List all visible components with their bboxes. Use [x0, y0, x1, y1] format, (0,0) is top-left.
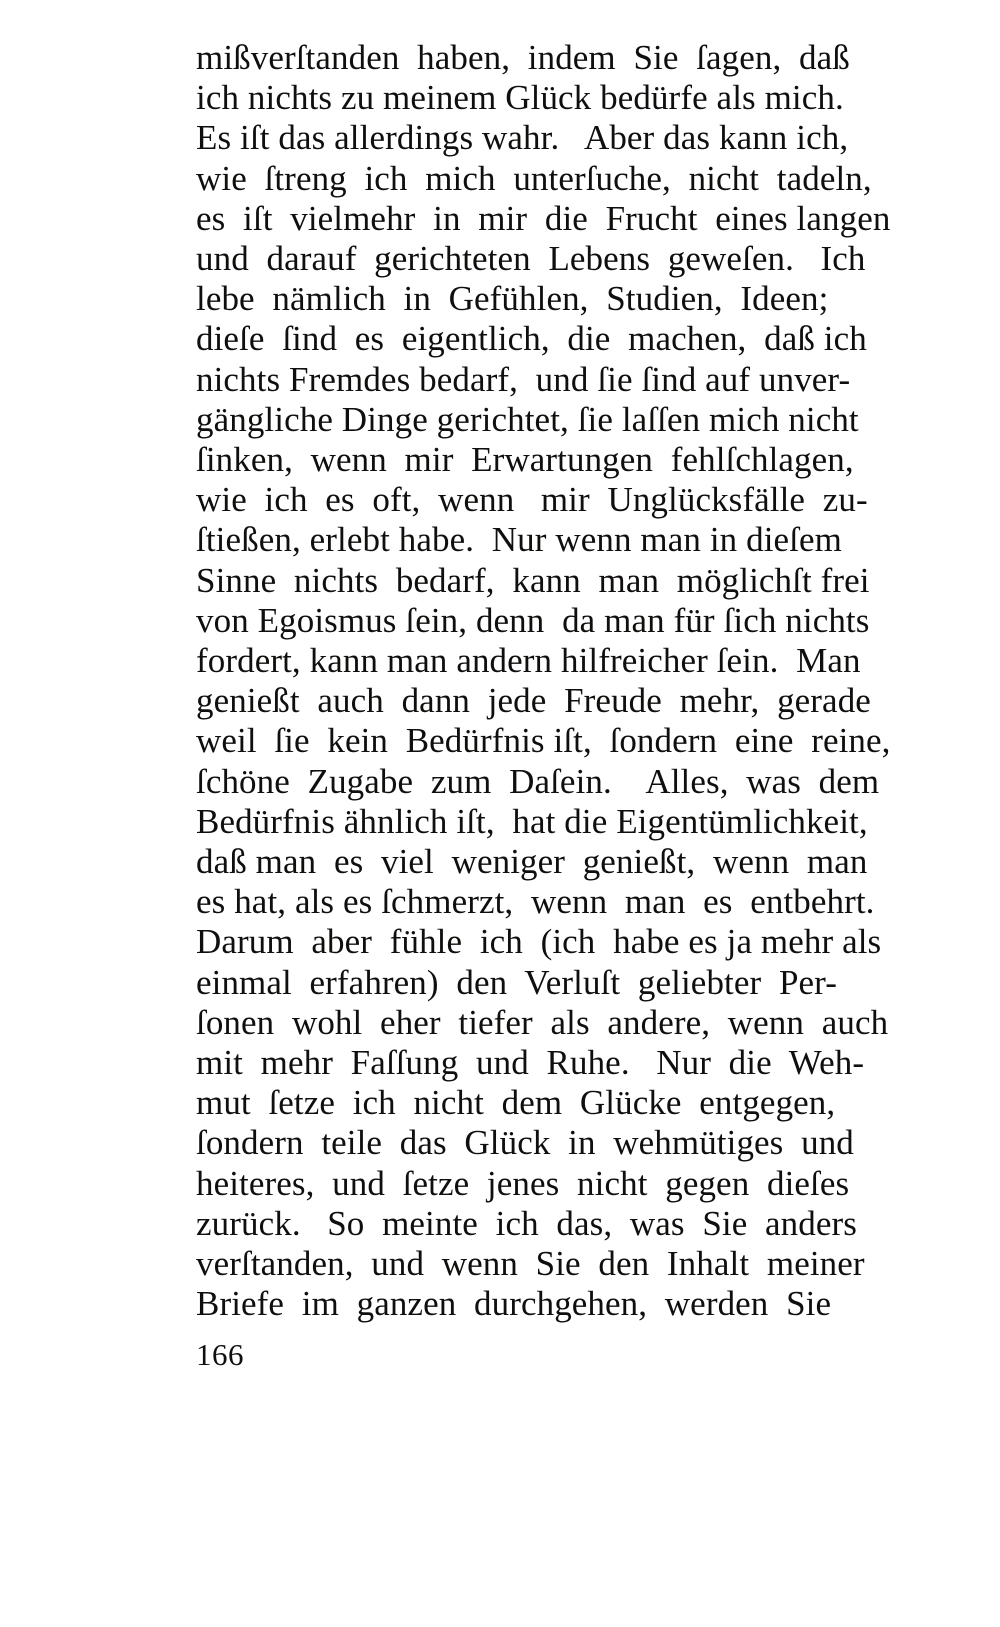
text-line: gängliche Dinge gerichtet, ſie laſſen mich nicht — [196, 399, 859, 439]
text-line: Bedürfnis ähnlich iſt, hat die Eigentümlichkeit, — [196, 801, 868, 841]
text-line: Briefe im ganzen durchgehen, werden Sie — [196, 1284, 832, 1324]
text-line: zurück. So meinte ich das, was Sie anders — [196, 1203, 857, 1243]
text-line: mißverſtanden haben, indem Sie ſagen, daß — [196, 38, 850, 77]
text-line: ſondern teile das Glück in wehmütiges und — [196, 1123, 854, 1163]
text-line: heiteres, und ſetze jenes nicht gegen dieſes — [196, 1163, 850, 1203]
text-line: ſonen wohl eher tiefer als andere, wenn auch — [196, 1002, 889, 1042]
text-line: ſchöne Zugabe zum Daſein. Alles, was dem — [196, 761, 880, 801]
text-line: ſtießen, erlebt habe. Nur wenn man in dieſem — [196, 520, 842, 560]
text-line: ſinken, wenn mir Erwartungen fehlſchlagen, — [196, 440, 854, 480]
text-line: und darauf gerichteten Lebens geweſen. Ich — [196, 239, 866, 279]
text-line: es hat, als es ſchmerzt, wenn man es entbehrt. — [196, 882, 875, 922]
text-line: ich nichts zu meinem Glück bedürfe als mich. — [196, 78, 844, 118]
text-line: verſtanden, und wenn Sie den Inhalt meiner — [196, 1244, 865, 1284]
body-text — [196, 38, 960, 1325]
text-line: von Egoismus ſein, denn da man für ſich nichts — [196, 600, 870, 640]
text-line: einmal erfahren) den Verluſt geliebter Per- — [196, 962, 837, 1002]
text-line: Darum aber fühle ich (ich habe es ja mehr als — [196, 922, 882, 962]
text-line: mit mehr Faſſung und Ruhe. Nur die Weh- — [196, 1043, 865, 1083]
text-line: es iſt vielmehr in mir die Frucht eines langen — [196, 198, 891, 238]
text-line: mut ſetze ich nicht dem Glücke entgegen, — [196, 1083, 836, 1123]
text-line: weil ſie kein Bedürfnis iſt, ſondern eine reine, — [196, 721, 891, 761]
text-line: Sinne nichts bedarf, kann man möglichſt frei — [196, 560, 870, 600]
text-line: dieſe ſind es eigentlich, die machen, daß ich — [196, 319, 867, 359]
text-line: nichts Fremdes bedarf, und ſie ſind auf unver- — [196, 359, 851, 399]
text-line: wie ſtreng ich mich unterſuche, nicht tadeln, — [196, 158, 872, 198]
text-line: daß man es viel weniger genießt, wenn man — [196, 842, 868, 882]
text-line: wie ich es oft, wenn mir Unglücksfälle zu- — [196, 480, 868, 520]
page-number: 166 — [196, 1337, 244, 1372]
text-line: fordert, kann man andern hilfreicher ſein. Man — [196, 641, 861, 681]
text-line: Es iſt das allerdings wahr. Aber das kann ich, — [196, 118, 849, 158]
text-line: genießt auch dann jede Freude mehr, gerade — [196, 681, 871, 721]
text-line: lebe nämlich in Gefühlen, Studien, Ideen; — [196, 279, 829, 319]
